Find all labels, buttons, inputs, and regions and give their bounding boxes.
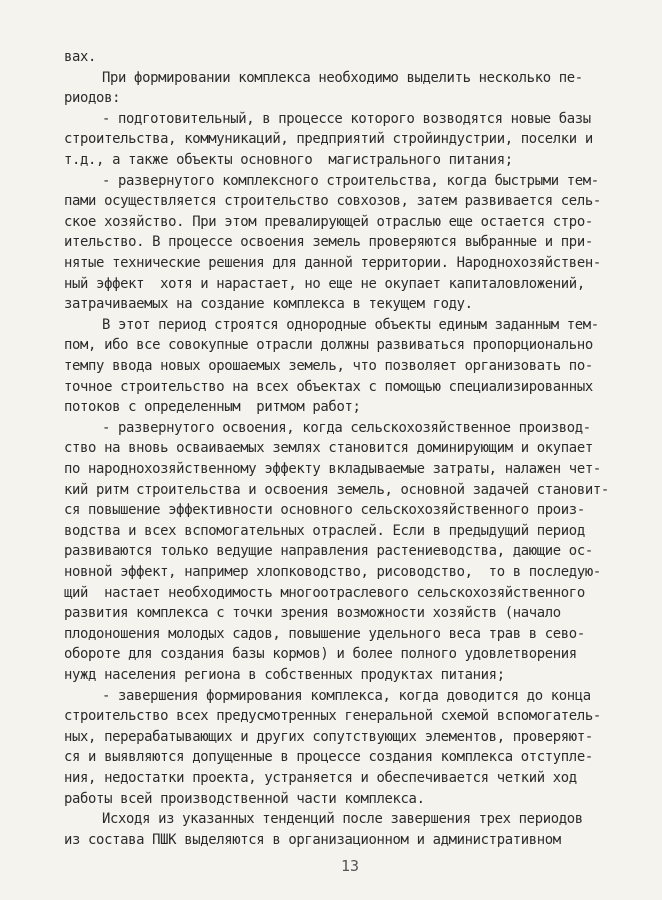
text-line: При формировании комплекса необходимо выделить несколько пе- (102, 69, 583, 86)
text-line: кий ритм строительства и освоения земель, основной задачей становит- (64, 481, 609, 498)
text-line: ительство. В процессе освоения земель проверяются выбранные и при- (64, 234, 593, 251)
text-line: пами осуществляется строительство совхозов, затем развивается сель- (64, 193, 601, 210)
text-line: т.д., а также объекты основного магистрального питания; (64, 152, 513, 168)
text-line: развиваются только ведущие направления растениеводства, дающие ос- (64, 543, 593, 560)
text-line: ния, недостатки проекта, устраняется и обеспечивается четкий ход (64, 770, 577, 786)
text-line: обороте для создания базы кормов) и более полного удовлетворения (64, 646, 577, 663)
text-line: потоков с определенным ритмом работ; (64, 399, 361, 416)
text-line: - завершения формирования комплекса, когда доводится до конца (102, 687, 591, 704)
text-line: нятые технические решения для данной территории. Народнохозяйствен- (64, 255, 601, 271)
page-number: 13 (341, 857, 360, 875)
text-line: по народнохозяйственному эффекту вкладываемые затраты, налажен чет- (64, 461, 601, 477)
text-line: риодов: (64, 90, 121, 107)
text-line: - подготовительный, в процессе которого возводятся новые базы (102, 110, 591, 127)
text-line: строительство всех предусмотренных генеральной схемой вспомогатель- (64, 708, 601, 725)
text-line: плодоношения молодых садов, повышение удельного веса трав в сево- (64, 625, 585, 642)
text-line: точное строительство на всех объектах с помощью специализированных (64, 378, 593, 395)
text-line: водства и всех вспомогательных отраслей. Если в предыдущий период (64, 522, 585, 539)
text-line: вах. (64, 49, 97, 65)
text-line: нужд населения региона в собственных продуктах питания; (64, 667, 505, 683)
text-line: ское хозяйство. При этом превалирующей отраслью еще остается стро- (64, 213, 593, 230)
text-line: ных, перерабатывающих и других сопутствующих элементов, проверяют- (64, 728, 593, 745)
text-line: строительства, коммуникаций, предприятий стройиндустрии, поселки и (64, 131, 593, 148)
text-line: щий настает необходимость многоотраслевого сельскохозяйственного (64, 584, 585, 601)
text-line: затрачиваемых на создание комплекса в текущем году. (64, 296, 473, 313)
text-line: темпу ввода новых орошаемых земель, что позволяет организовать по- (64, 358, 593, 374)
text-line: ный эффект хотя и нарастает, но еще не окупает капиталовложений, (64, 275, 585, 292)
text-line: В этот период строятся однородные объекты единым заданным тем- (102, 316, 599, 333)
text-line: новной эффект, например хлопководство, рисоводство, то в последую- (64, 564, 601, 580)
text-line: Исходя из указанных тенденций после завершения трех периодов (102, 811, 583, 828)
text-line: - развернутого освоения, когда сельскохозяйственное производ- (102, 419, 591, 436)
text-line: - развернутого комплексного строительства, когда быстрыми тем- (102, 172, 599, 189)
text-line: работы всей производственной части комплекса. (64, 790, 425, 807)
text-line: ся и выявляются допущенные в процессе создания комплекса отступле- (64, 749, 593, 766)
text-line: ство на вновь осваиваемых землях становится доминирующим и окупает (64, 440, 593, 457)
text-line: из состава ПШК выделяются в организационном и административном (64, 831, 561, 848)
text-line: пом, ибо все совокупные отрасли должны развиваться пропорционально (64, 337, 593, 354)
text-line: ся повышение эффективности основного сельскохозяйственного произ- (64, 502, 585, 519)
text-line: развития комплекса с точки зрения возможности хозяйств (начало (64, 605, 561, 622)
